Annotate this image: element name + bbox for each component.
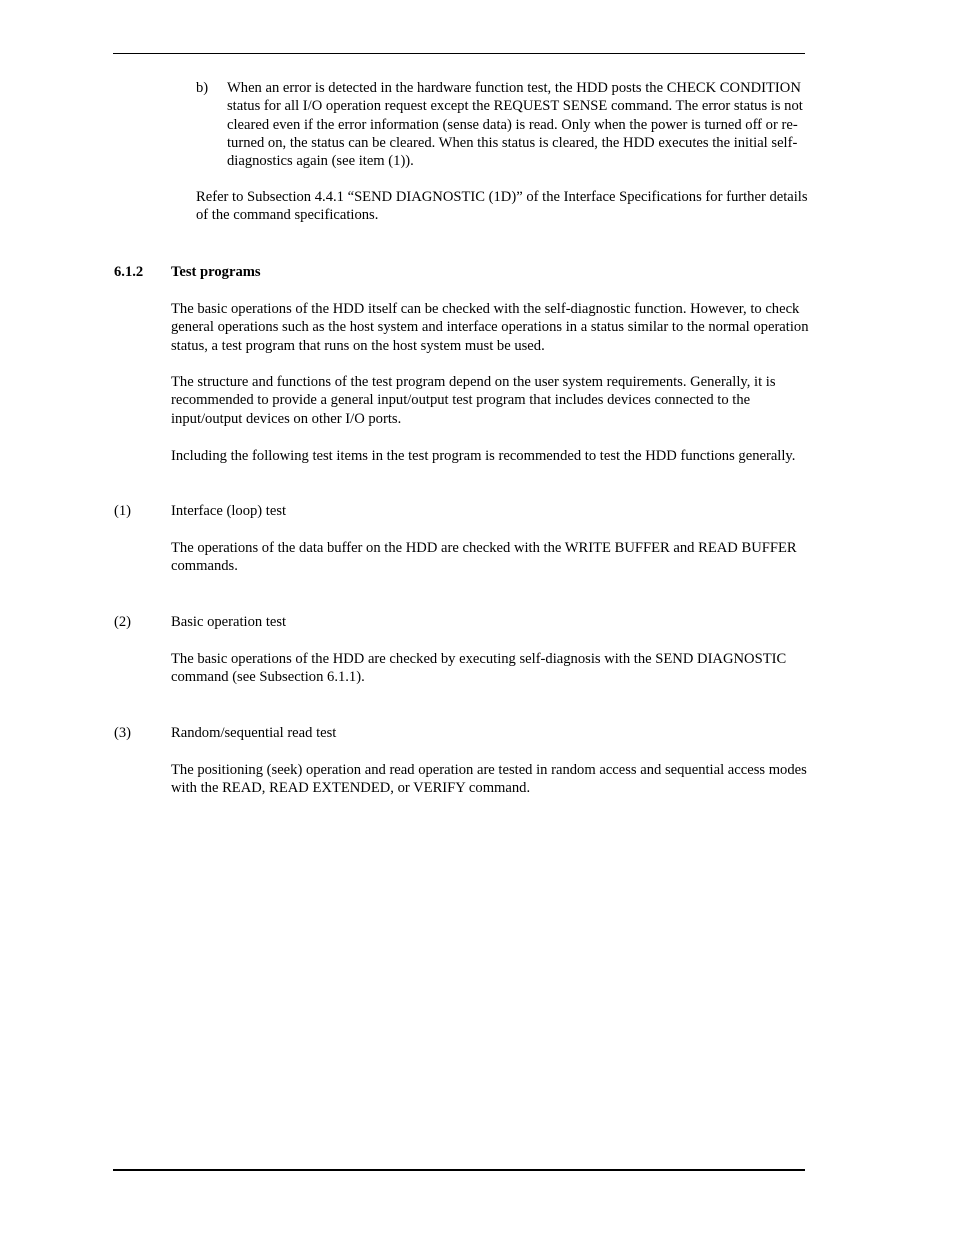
test-item-2-body: The basic operations of the HDD are checked by executing self-diagnosis with the SEND DIAGNOSTIC command (see Subsection 6.1.1). <box>171 651 787 686</box>
section-number: 6.1.2 <box>114 264 144 280</box>
test-item-2-title: Basic operation test <box>171 614 287 630</box>
list-item-b <box>196 79 806 170</box>
test-item-1-body: The operations of the data buffer on the HDD are checked with the WRITE BUFFER and READ BUFFER commands. <box>171 540 797 575</box>
test-item-1-heading <box>114 502 286 520</box>
header-rule <box>113 53 805 54</box>
section-title: Test programs <box>171 264 261 280</box>
test-item-2-heading <box>114 613 286 631</box>
section-heading <box>114 263 261 281</box>
reference-paragraph: Refer to Subsection 4.4.1 “SEND DIAGNOSTIC (1D)” of the Interface Specifications for further details of the command specifications. <box>196 189 808 224</box>
footer-rule <box>113 1169 805 1171</box>
intro-paragraph-1: The basic operations of the HDD itself can be checked with the self-diagnostic function. However, to check general operations such as the host system and interface operations in a status similar to the normal operation status, a test program that runs on the host system must be used. <box>171 301 809 354</box>
test-item-3-number: (3) <box>114 725 132 741</box>
list-marker-b: b) <box>196 80 209 96</box>
test-item-2-number: (2) <box>114 614 132 630</box>
intro-paragraph-3: Including the following test items in the test program is recommended to test the HDD functions generally. <box>171 448 796 464</box>
list-item-b-text: When an error is detected in the hardware function test, the HDD posts the CHECK CONDITION status for all I/O operation request except the REQUEST SENSE command. The error status is not cleared even if the error information (sense data) is read. Only when the power is turned off or re-turned on, the status can be cleared. When this status is cleared, the HDD executes the initial self-diagnostics again (see item (1)). <box>227 80 803 170</box>
test-item-1-title: Interface (loop) test <box>171 503 287 519</box>
test-item-3-heading <box>114 724 336 742</box>
intro-paragraph-2: The structure and functions of the test program depend on the user system requirements. Generally, it is recommended to provide a general input/output test program that includes devices connected to the input/output devices on other I/O ports. <box>171 374 776 427</box>
test-item-3-title: Random/sequential read test <box>171 725 337 741</box>
test-item-3-body: The positioning (seek) operation and read operation are tested in random access and sequential access modes with the READ, READ EXTENDED, or VERIFY command. <box>171 762 807 797</box>
test-item-1-number: (1) <box>114 503 132 519</box>
